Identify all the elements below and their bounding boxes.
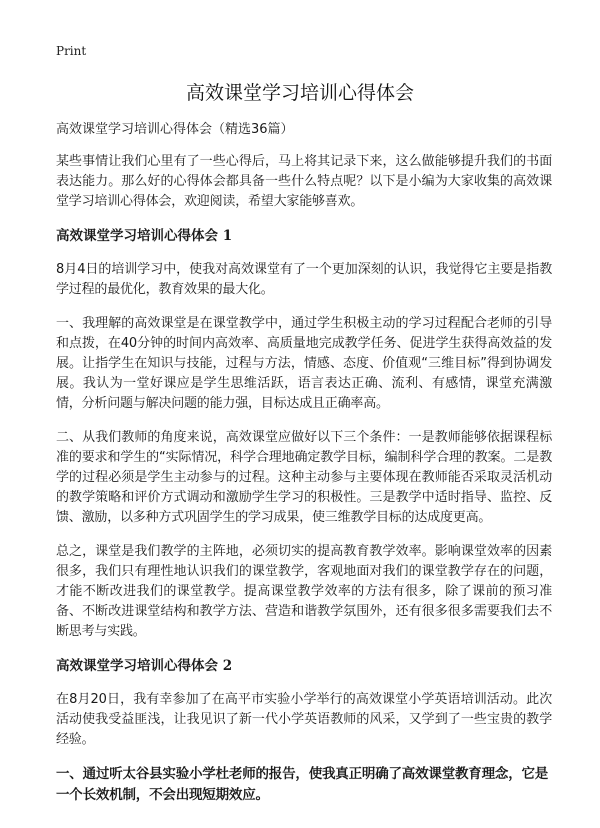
article-subtitle: 高效课堂学习培训心得体会（精选36篇） <box>56 122 294 137</box>
section-1-paragraph-3: 二、从我们教师的角度来说，高效课堂应做好以下三个条件：一是教师能够依据课程标准的要求和学生的“实际情况，科学合理地确定教学目标，编制科学合理的教案。二是教学的过程必须是学生主动参与的过程。这种主动参与主要体现在教师能否采取灵活机动的教学策略和评价方式调动和激励学生学习的积极性。三是教学中适时指导、监控、反馈、激励，以多种方式巩固学生的学习成果，使三维教学目标的达成度更高。 <box>56 430 552 525</box>
section-1-paragraph-1: 8月4日的培训学习中，使我对高效课堂有了一个更加深刻的认识，我觉得它主要是指教学过程的最优化，教育效果的最大化。 <box>56 262 552 297</box>
section-heading-1: 高效课堂学习培训心得体会 1 <box>56 228 233 244</box>
section-heading-2: 高效课堂学习培训心得体会 2 <box>56 658 233 674</box>
print-link[interactable]: Print <box>56 44 87 58</box>
intro-paragraph: 某些事情让我们心里有了一些心得后，马上将其记录下来，这么做能够提升我们的书面表达能力。那么好的心得体会都具备一些什么特点呢？以下是小编为大家收集的高效课堂学习培训心得体会，欢迎阅读，希望大家能够喜欢。 <box>56 154 552 209</box>
section-1-paragraph-4: 总之，课堂是我们教学的主阵地，必须切实的提高教育教学效率。影响课堂效率的因素很多，我们只有理性地认识我们的课堂教学，客观地面对我们的课堂教学存在的问题，才能不断改进我们的课堂教学。提高课堂教学效率的方法有很多，除了课前的预习准备、不断改进课堂结构和教学方法、营造和谐教学氛围外，还有很多很多需要我们去不断思考与实践。 <box>56 544 552 639</box>
section-2-paragraph-1: 在8月20日，我有幸参加了在高平市实验小学举行的高效课堂小学英语培训活动。此次活动使我受益匪浅，让我见识了新一代小学英语教师的风采，又学到了一些宝贵的教学经验。 <box>56 692 552 747</box>
page-title: 高效课堂学习培训心得体会 <box>185 82 414 104</box>
article-body <box>56 120 552 806</box>
section-2-bold-paragraph: 一、通过听太谷县实验小学杜老师的报告，使我真正明确了高效课堂教育理念，它是一个长效机制，不会出现短期效应。 <box>56 766 549 803</box>
section-1-paragraph-2: 一、我理解的高效课堂是在课堂教学中，通过学生积极主动的学习过程配合老师的引导和点拨，在40分钟的时间内高效率、高质量地完成教学任务、促进学生获得高效益的发展。让指学生在知识与技能，过程与方法，情感、态度、价值观“三维目标”得到协调发展。我认为一堂好课应是学生思维活跃，语言表达正确、流利、有感情，课堂充满激情，分析问题与解决问题的能力强，目标达成且正确率高。 <box>56 316 552 411</box>
